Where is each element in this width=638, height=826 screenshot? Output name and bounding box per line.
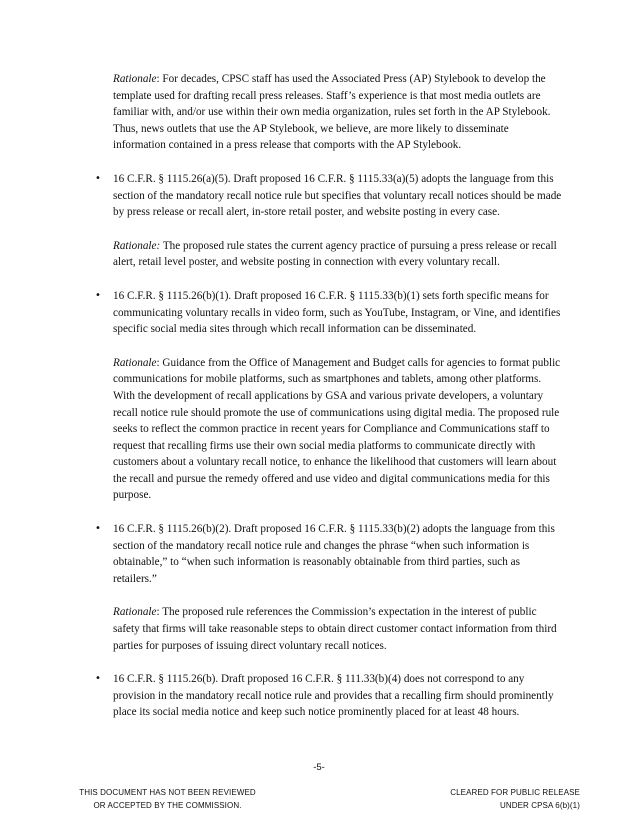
page-number: -5- <box>313 762 325 773</box>
footer-disclaimer <box>60 786 275 812</box>
footer-right-line-1: CLEARED FOR PUBLIC RELEASE <box>450 788 580 797</box>
item-text: 16 C.F.R. § 1115.26(b)(2). Draft proposed 16 C.F.R. § 1115.33(b)(2) adopts the language from this section of the mandatory recall notice rule and changes the phrase “when such information is obtainable,” to “when such information is reasonably obtainable from third parties, such as retailers.” <box>113 523 555 585</box>
list-item <box>95 671 563 721</box>
footer-left-line-2: OR ACCEPTED BY THE COMMISSION. <box>93 801 242 810</box>
footer-left-line-1: THIS DOCUMENT HAS NOT BEEN REVIEWED <box>79 788 256 797</box>
list-item <box>95 171 563 221</box>
intro-rationale <box>113 71 563 154</box>
list-item <box>95 521 563 587</box>
item-rationale <box>113 604 563 654</box>
rationale-text: The proposed rule states the current agency practice of pursuing a press release or recall alert, retail level poster, and website posting in connection with every voluntary recall. <box>113 239 557 269</box>
document-body <box>95 71 563 738</box>
item-rationale <box>113 238 563 271</box>
rationale-text: : For decades, CPSC staff has used the Associated Press (AP) Stylebook to develop the template used for drafting recall press releases. Staff’s experience is that most media outlets are familiar with, and/or use within their own media organization, rules set forth in the AP Stylebook. Thus, news outlets that use the AP Stylebook, we believe, are more likely to disseminate information contained in a press release that comports with the AP Stylebook. <box>113 73 551 152</box>
bullet-icon: • <box>95 172 101 184</box>
bullet-icon: • <box>95 289 101 301</box>
item-text: 16 C.F.R. § 1115.26(b). Draft proposed 16 C.F.R. § 111.33(b)(4) does not correspond to any provision in the mandatory recall notice rule and provides that a recalling firm should prominently place its social media notice and keep such notice prominently placed for at least 48 hours. <box>113 673 554 719</box>
rationale-label: Rationale <box>113 606 157 619</box>
footer-right-line-2: UNDER CPSA 6(b)(1) <box>499 801 580 810</box>
list-item <box>95 288 563 338</box>
bullet-icon: • <box>95 673 101 685</box>
item-text: 16 C.F.R. § 1115.26(a)(5). Draft proposed 16 C.F.R. § 1115.33(a)(5) adopts the language from this section of the mandatory recall notice rule but specifies that voluntary recall notices should be made by press release or recall alert, in-store retail poster, and website posting in every case. <box>113 172 562 219</box>
footer-clearance <box>380 786 580 812</box>
rationale-label: Rationale: <box>113 239 161 252</box>
item-text: 16 C.F.R. § 1115.26(b)(1). Draft proposed 16 C.F.R. § 1115.33(b)(1) sets forth specific means for communicating voluntary recalls in video form, such as YouTube, Instagram, or Vine, and identifies specific social media sites through which recall information can be disseminated. <box>113 289 561 336</box>
item-rationale <box>113 355 563 504</box>
rationale-text: : The proposed rule references the Commission’s expectation in the interest of public safety that firms will take reasonable steps to obtain direct customer contact information from third parties for purposes of issuing direct voluntary recall notices. <box>113 606 557 652</box>
rationale-label: Rationale <box>113 356 157 369</box>
rationale-text: : Guidance from the Office of Management and Budget calls for agencies to format public communications for mobile platforms, such as smartphones and tablets, among other platforms. With the development of recall applications by GSA and various private developers, a voluntary recall notice rule should promote the use of communications using digital media. The proposed rule seeks to reflect the common practice in recent years for Compliance and Communications staff to request that recalling firms use their own social media platforms to communicate directly with customers about a voluntary recall notice, to enhance the likelihood that customers will learn about the recall and pursue the remedy offered and use video and digital communications media for this purpose. <box>113 356 561 502</box>
rationale-label: Rationale <box>113 73 157 85</box>
bullet-icon: • <box>95 523 101 535</box>
